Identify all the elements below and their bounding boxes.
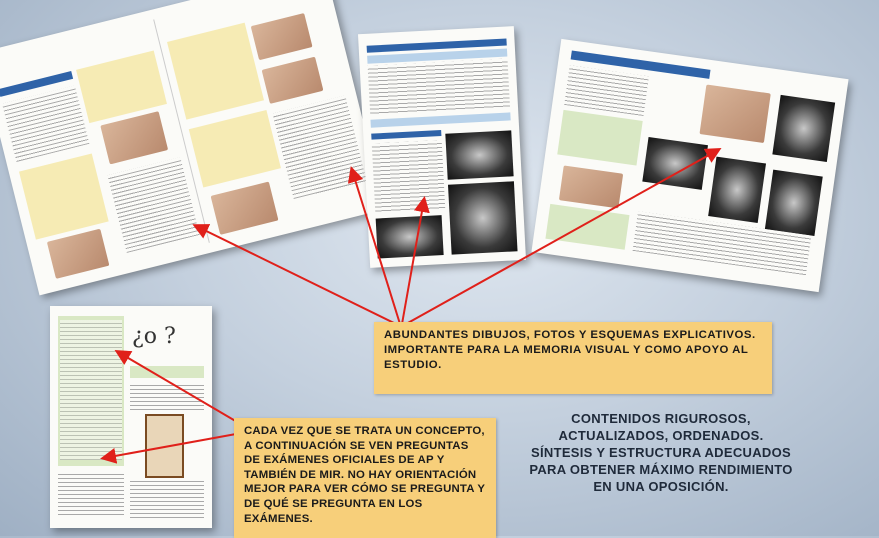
arrow-to-middle <box>402 200 424 324</box>
info-line-2: ACTUALIZADOS, ORDENADOS. <box>558 428 764 443</box>
info-line-5: EN UNA OPOSICIÓN. <box>593 479 729 494</box>
arrow-to-spread <box>196 226 396 324</box>
arrow-to-spread-right <box>352 170 400 324</box>
info-text <box>498 410 824 495</box>
arrow-to-right-page <box>406 150 718 324</box>
callout-questions-text: CADA VEZ QUE SE TRATA UN CONCEPTO, A CONTINUACIÓN SE VEN PREGUNTAS DE EXÁMENES OFICIALES DE AP Y TAMBIÉN DE MIR. NO HAY ORIENTACIÓN MEJOR PARA VER CÓMO SE PREGUNTA Y DE QUÉ SE PREGUNTA EN LOS EXÁMENES. <box>244 425 485 525</box>
callout-visual <box>374 322 772 394</box>
arrow-to-small-top <box>118 352 244 426</box>
info-line-4: PARA OBTENER MÁXIMO RENDIMIENTO <box>529 462 793 477</box>
callout-questions <box>234 418 496 538</box>
arrow-to-small-bottom <box>104 434 236 458</box>
info-line-1: CONTENIDOS RIGUROSOS, <box>571 411 751 426</box>
info-line-3: SÍNTESIS Y ESTRUCTURA ADECUADOS <box>531 445 791 460</box>
question-mark-glyph: ¿o ? <box>132 324 176 349</box>
callout-visual-text: ABUNDANTES DIBUJOS, FOTOS Y ESQUEMAS EXPLICATIVOS. IMPORTANTE PARA LA MEMORIA VISUAL Y COMO APOYO AL ESTUDIO. <box>384 329 756 371</box>
